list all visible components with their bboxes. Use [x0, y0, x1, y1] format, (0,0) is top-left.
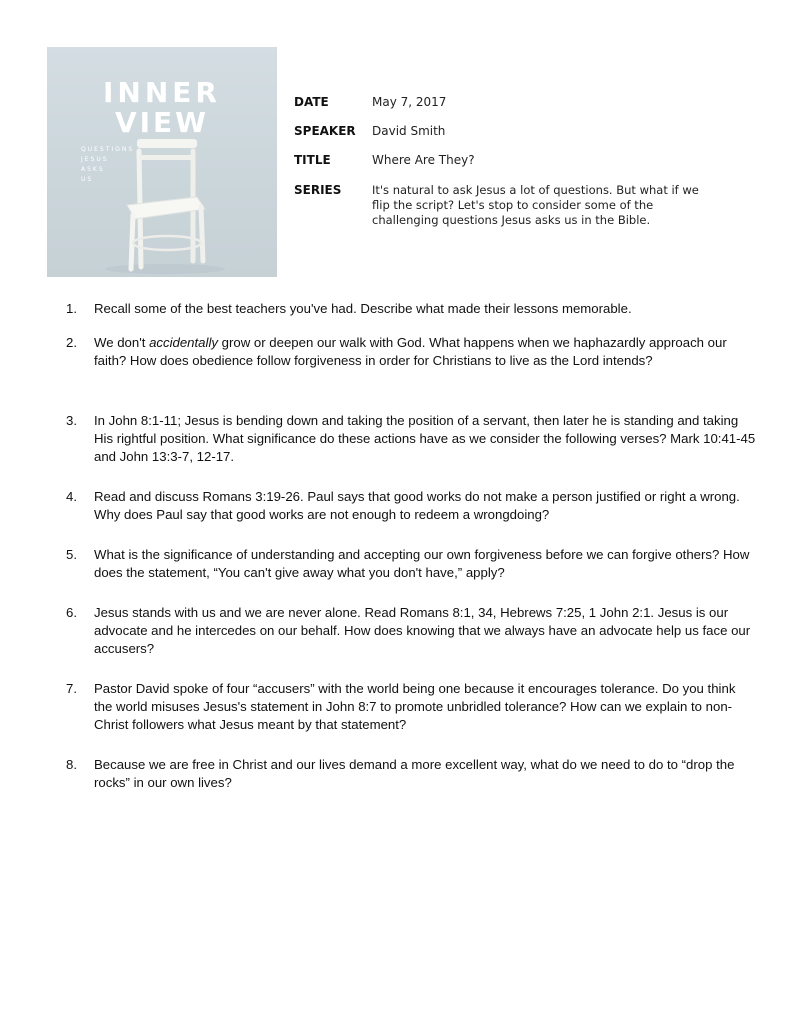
- series-cover-image: [47, 47, 277, 277]
- question-emphasis: accidentally: [149, 335, 218, 350]
- cover-subtitle-line: ASKS: [81, 166, 105, 173]
- question-item: [66, 756, 756, 792]
- question-text: What is the significance of understanding and accepting our own forgiveness before we can forgive others? How does the statement, “You can't give away what you don't have,” apply?: [94, 547, 750, 580]
- question-text-part: We don't: [94, 335, 150, 350]
- cover-subtitle-line: JESUS: [81, 156, 109, 163]
- speaker-value: David Smith: [372, 124, 446, 138]
- question-item: [66, 300, 756, 318]
- question-number: 4.: [66, 489, 77, 504]
- cover-subtitle-line: QUESTIONS: [81, 146, 135, 153]
- series-description: It's natural to ask Jesus a lot of questions. But what if we flip the script? Let's stop to consider some of the challenging questions Jesus asks us in the Bible.: [372, 183, 699, 227]
- cover-subtitle-line: US: [81, 176, 94, 183]
- question-text-part: grow or deepen our walk with God. What happens when we haphazardly approach our faith? How does obedience follow forgiveness in order for Christians to live as the Lord intends?: [94, 335, 727, 368]
- question-item: [66, 546, 756, 582]
- cover-title-line2: VIEW: [114, 106, 210, 139]
- title-label: TITLE: [294, 153, 331, 167]
- speaker-label: SPEAKER: [294, 124, 356, 138]
- question-item: [66, 334, 756, 370]
- title-value: Where Are They?: [372, 153, 475, 167]
- question-text: Read and discuss Romans 3:19-26. Paul says that good works do not make a person justified or right a wrong. Why does Paul say that good works are not enough to redeem a wrongdoing?: [94, 489, 740, 522]
- series-label: SERIES: [294, 183, 342, 197]
- question-number: 1.: [66, 301, 77, 316]
- question-number: 3.: [66, 413, 77, 428]
- question-number: 5.: [66, 547, 77, 562]
- question-text: [94, 334, 756, 370]
- cover-subtitle: [81, 145, 151, 185]
- question-number: 6.: [66, 605, 77, 620]
- question-item: [66, 604, 756, 658]
- question-item: [66, 488, 756, 524]
- question-item: [66, 412, 756, 466]
- cover-title-line1: INNER: [103, 76, 221, 109]
- question-text: Jesus stands with us and we are never alone. Read Romans 8:1, 34, Hebrews 7:25, 1 John 2:1. Jesus is our advocate and he intercedes on our behalf. How does knowing that we always have an advocate help us face our accusers?: [94, 605, 751, 656]
- question-number: 2.: [66, 335, 77, 350]
- question-item: [66, 680, 756, 734]
- date-label: DATE: [294, 95, 329, 109]
- question-text: Recall some of the best teachers you've had. Describe what made their lessons memorable.: [94, 301, 632, 316]
- question-number: 8.: [66, 757, 77, 772]
- question-text: Pastor David spoke of four “accusers” with the world being one because it encourages tolerance. Do you think the world misuses Jesus's statement in John 8:7 to promote unbridled tolerance? How can we explain to non-Christ followers what Jesus meant by that statement?: [94, 681, 736, 732]
- question-number: 7.: [66, 681, 77, 696]
- date-value: May 7, 2017: [372, 95, 447, 109]
- question-text: Because we are free in Christ and our lives demand a more excellent way, what do we need to do to “drop the rocks” in our own lives?: [94, 757, 735, 790]
- question-text: In John 8:1-11; Jesus is bending down and taking the position of a servant, then later he is standing and taking His rightful position. What significance do these actions have as we consider the following verses? Mark 10:41-45 and John 13:3-7, 12-17.: [94, 413, 756, 464]
